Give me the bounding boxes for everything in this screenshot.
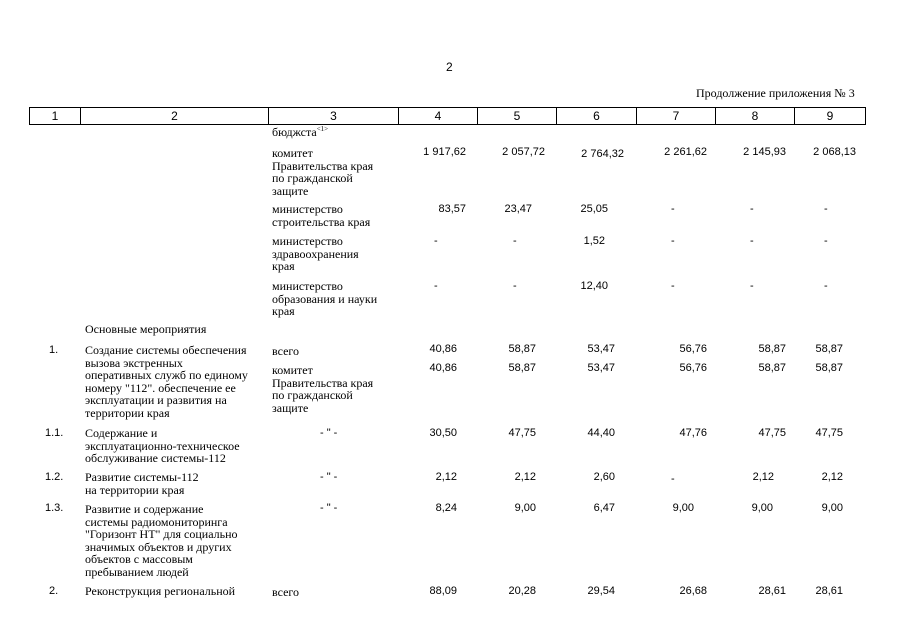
value-cell: 58,87 — [758, 343, 786, 355]
value-cell: 47,75 — [508, 427, 536, 439]
measure-name: Содержание и эксплуатационно-техническое обслуживание системы-112 — [85, 426, 240, 465]
value-cell: - — [750, 203, 754, 215]
value-cell: - — [671, 235, 675, 247]
budget-tail: бюджста$^{<1>}$ — [272, 125, 329, 139]
value-cell: 9,00 — [672, 502, 694, 514]
value-cell: 23,47 — [504, 203, 532, 215]
column-number-header — [29, 107, 866, 125]
value-cell: 26,68 — [679, 585, 707, 597]
value-cell: 47,75 — [758, 427, 786, 439]
value-cell: 29,54 — [587, 585, 615, 597]
col-header-3: 3 — [269, 108, 399, 125]
value-cell: 44,40 — [587, 427, 615, 439]
measure-name: Развитие системы-112 на территории края — [85, 470, 199, 497]
executor-cell: - " - — [320, 427, 338, 439]
value-cell: 8,24 — [435, 502, 457, 514]
value-cell: - — [750, 280, 754, 292]
value-cell: 9,00 — [514, 502, 536, 514]
executor-cell: министерство образования и науки края — [272, 279, 378, 318]
value-cell: 9,00 — [751, 502, 773, 514]
value-cell: 1,52 — [583, 235, 605, 247]
value-cell: 2 764,32 — [581, 148, 624, 160]
value-cell: 40,86 — [429, 362, 457, 374]
measure-name: Реконструкция региональной — [85, 584, 236, 598]
value-cell: 25,05 — [580, 203, 608, 215]
value-cell: - — [750, 235, 754, 247]
executor-cell: министерство строительства края — [272, 202, 371, 229]
value-cell: - — [824, 203, 828, 215]
value-cell: - — [671, 280, 675, 292]
value-cell: 2 057,72 — [502, 146, 545, 158]
value-cell: 58,87 — [508, 362, 536, 374]
value-cell: 53,47 — [587, 343, 615, 355]
value-cell: - — [434, 280, 438, 292]
executor-cell: - " - — [320, 471, 338, 483]
value-cell: 2 261,62 — [664, 146, 707, 158]
value-cell: - — [824, 235, 828, 247]
col-header-9: 9 — [795, 108, 866, 125]
measure-number: 1.2. — [45, 471, 64, 483]
value-cell: 30,50 — [429, 427, 457, 439]
value-cell: 40,86 — [429, 343, 457, 355]
footnote-ref: <1> — [316, 125, 329, 133]
value-cell: 28,61 — [758, 585, 786, 597]
value-cell: - — [824, 280, 828, 292]
section-title: Основные мероприятия — [85, 322, 207, 336]
col-header-8: 8 — [716, 108, 795, 125]
value-cell: 56,76 — [679, 343, 707, 355]
executor-cell: - " - — [320, 502, 338, 514]
col-header-5: 5 — [478, 108, 557, 125]
value-cell: 47,76 — [679, 427, 707, 439]
col-header-1: 1 — [30, 108, 81, 125]
value-cell: 2 068,13 — [813, 146, 856, 158]
value-cell: 58,87 — [508, 343, 536, 355]
col-header-2: 2 — [81, 108, 269, 125]
measure-number: 1. — [49, 344, 59, 356]
value-cell: 56,76 — [679, 362, 707, 374]
value-cell: 2,12 — [435, 471, 457, 483]
value-cell: - — [671, 203, 675, 215]
executor-cell: всего — [272, 585, 300, 599]
executor-cell: комитет Правительства края по гражданской защите — [272, 146, 374, 198]
executor-cell: министерство здравоохранения края — [272, 234, 359, 273]
measure-number: 1.3. — [45, 502, 64, 514]
col-header-7: 7 — [637, 108, 716, 125]
value-cell: 9,00 — [821, 502, 843, 514]
measure-number: 1.1. — [45, 427, 64, 439]
value-cell: 20,28 — [508, 585, 536, 597]
value-cell: 2 145,93 — [743, 146, 786, 158]
value-cell: 58,87 — [815, 343, 843, 355]
measure-number: 2. — [49, 585, 59, 597]
executor-cell: всего — [272, 344, 300, 358]
value-cell: 2,12 — [514, 471, 536, 483]
executor-cell: комитет Правительства края по гражданской защите — [272, 363, 374, 415]
value-cell: 1 917,62 — [423, 146, 466, 158]
page-number: 2 — [446, 60, 453, 74]
col-header-6: 6 — [557, 108, 637, 125]
value-cell: 28,61 — [815, 585, 843, 597]
value-cell: 6,47 — [593, 502, 615, 514]
value-cell: 12,40 — [580, 280, 608, 292]
measure-name: Создание системы обеспечения вызова экстренных оперативных служб по единому номеру "112". обеспечение ее эксплуатации и развития на территории края — [85, 343, 248, 420]
measure-name: Развитие и содержание системы радиомониторинга "Горизонт НТ" для социально значимых объектов и других объектов с массовым пребыванием людей — [85, 502, 238, 579]
value-cell: 2,60 — [593, 471, 615, 483]
value-cell: 47,75 — [815, 427, 843, 439]
value-cell: 58,87 — [815, 362, 843, 374]
value-cell: - — [513, 235, 517, 247]
value-cell: 2,12 — [752, 471, 774, 483]
value-cell: - — [434, 235, 438, 247]
value-cell: 58,87 — [758, 362, 786, 374]
value-cell: 2,12 — [821, 471, 843, 483]
value-cell: - — [671, 473, 675, 485]
value-cell: - — [513, 280, 517, 292]
value-cell: 83,57 — [438, 203, 466, 215]
col-header-4: 4 — [399, 108, 478, 125]
value-cell: 88,09 — [429, 585, 457, 597]
value-cell: 53,47 — [587, 362, 615, 374]
continuation-label: Продолжение приложения № 3 — [696, 86, 855, 100]
